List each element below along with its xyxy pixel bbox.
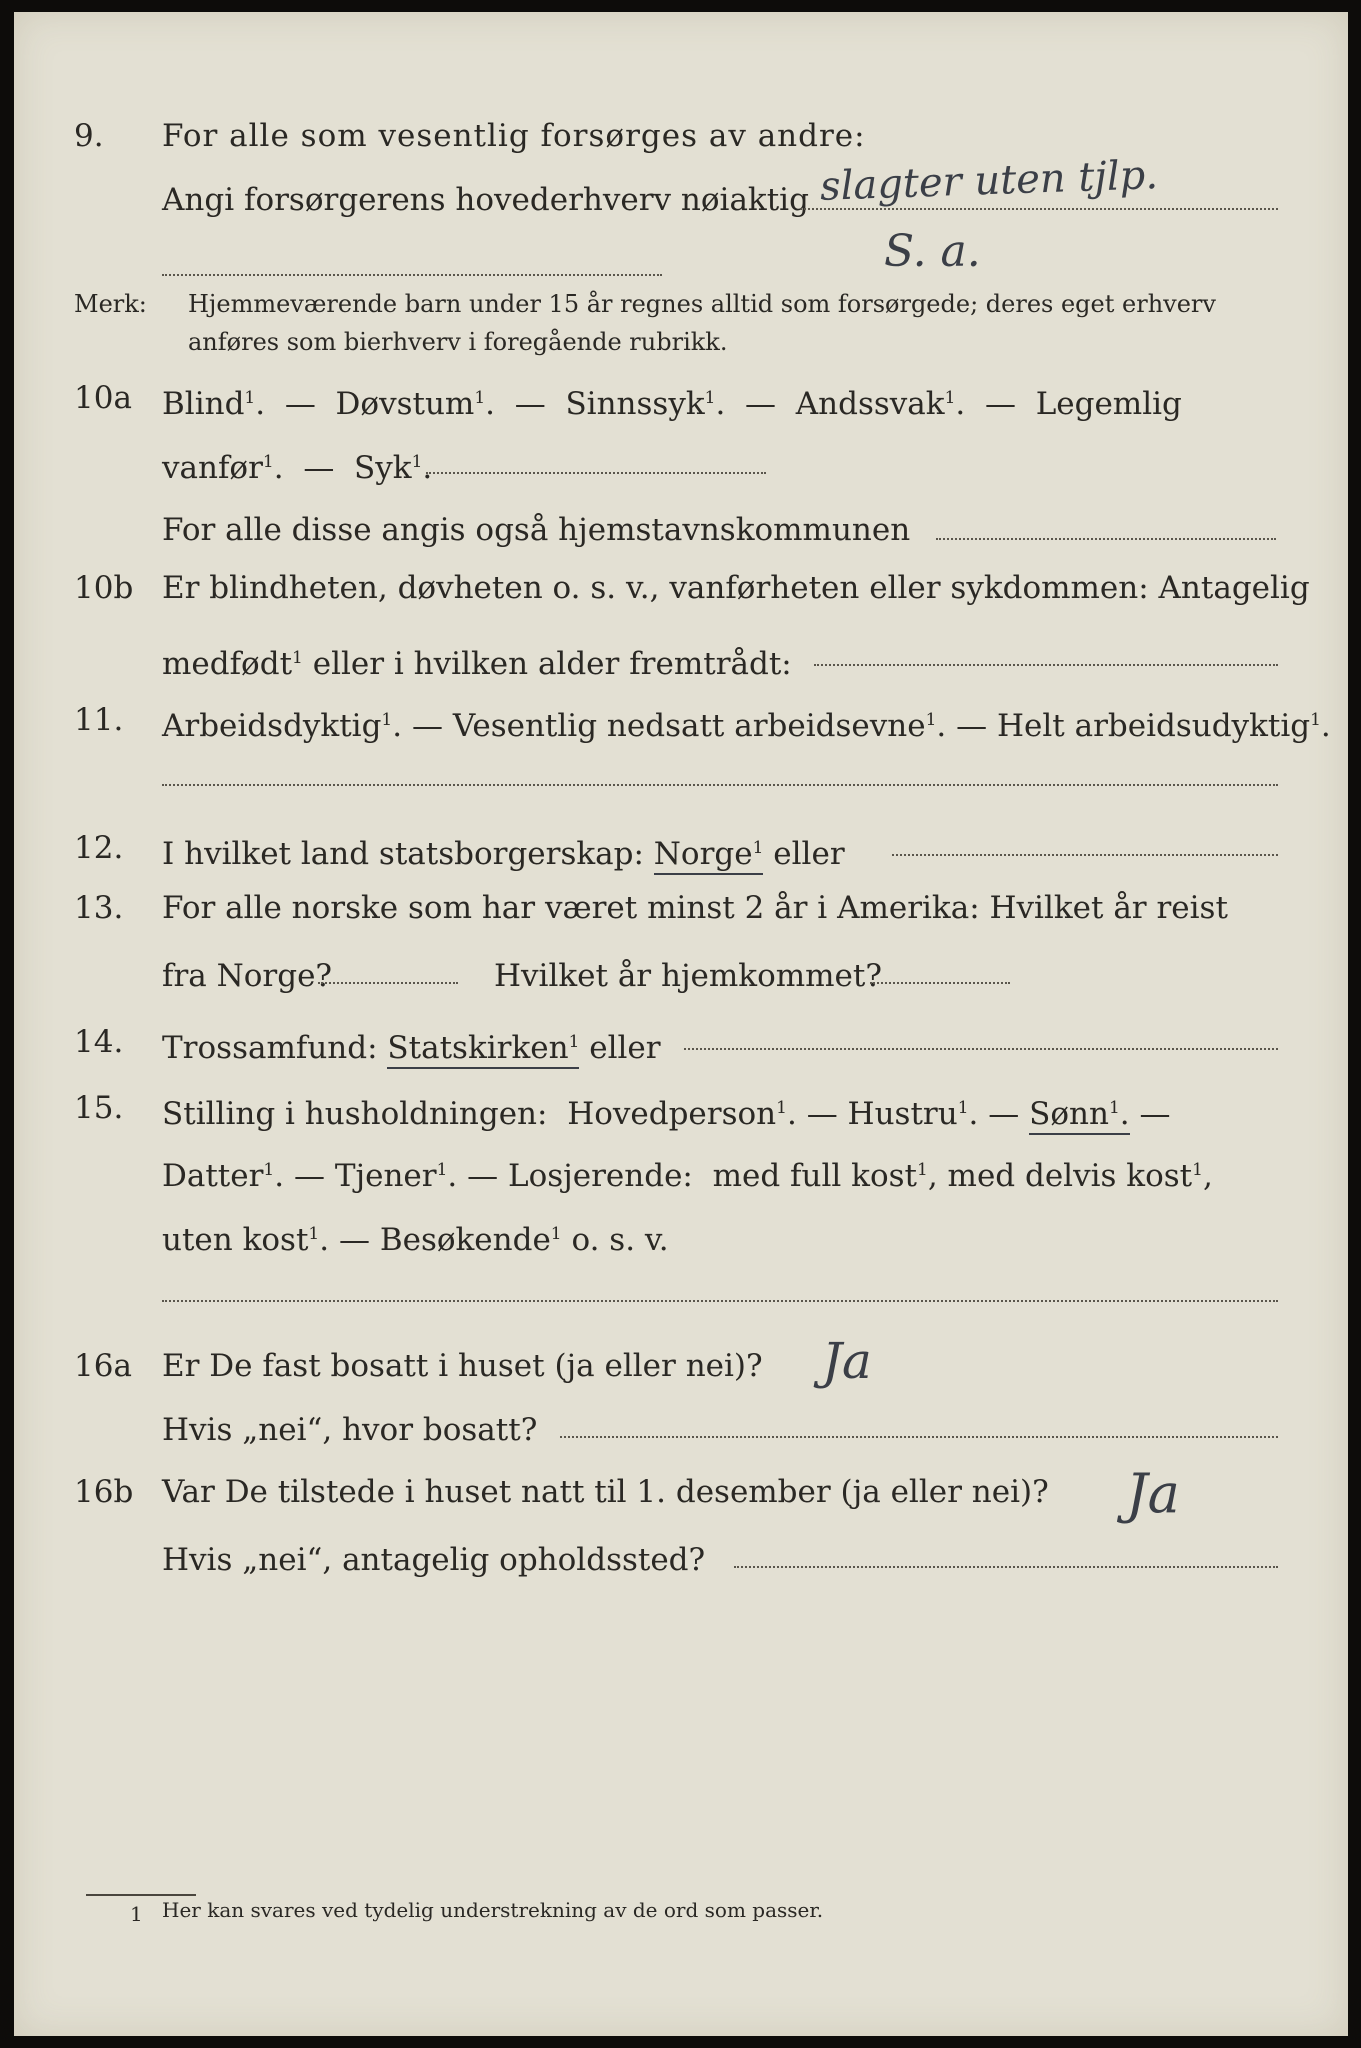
q16b-text1: Var De tilstede i huset natt til 1. desember (ja eller nei)? (162, 1474, 1049, 1510)
q10a-options2: vanfør$^1$. — Syk$^1$. (162, 450, 433, 486)
note-label: Merk: (74, 290, 147, 318)
q13-text2b: Hvilket år hjemkommet? (494, 958, 882, 994)
footnote-mark: 1 (130, 1902, 143, 1926)
q9-answer2: S. a. (884, 226, 981, 277)
q15-answer-line (162, 1300, 1278, 1302)
note-line1: Hjemmeværende barn under 15 år regnes alltid som forsørgede; deres eget erhverv (188, 290, 1216, 318)
q14-text: Trossamfund: Statskirken$^1$ eller (162, 1022, 661, 1068)
q10b-text2: medfødt$^1$ eller i hvilken alder fremtrådt: (162, 646, 792, 682)
q14-number: 14. (74, 1024, 124, 1060)
q12-text: I hvilket land statsborgerskap: Norge$^1$ eller (162, 828, 845, 874)
q10a-blind: Blind (162, 386, 245, 422)
q10a-hjemstavn-line (936, 538, 1276, 540)
q16a-text1: Er De fast bosatt i huset (ja eller nei)? (162, 1348, 763, 1384)
q13-reist-line (318, 982, 458, 984)
q16b-answer: Ja (1126, 1462, 1180, 1525)
q12-answer-line (892, 854, 1278, 856)
q10a-vanfor: vanfør (162, 450, 263, 486)
q16a-bosatt-line (560, 1436, 1278, 1438)
q10a-number: 10a (74, 380, 132, 416)
q11-answer-line (162, 784, 1278, 786)
q14-answer-line (684, 1048, 1278, 1050)
q15-text1: Stilling i husholdningen: Hovedperson$^1$. — Hustru$^1$. — Sønn$^1$. — (162, 1088, 1171, 1134)
q10a-options1: Blind$^1$. — Døvstum$^1$. — Sinnssyk$^1$. — Andssvak$^1$. — Legemlig (162, 386, 1182, 422)
q10b-text1: Er blindheten, døvheten o. s. v., vanførheten eller sykdommen: Antagelig (162, 570, 1310, 606)
footnote-text: Her kan svares ved tydelig understrekning av de ord som passer. (162, 1898, 824, 1922)
q9-text2: Angi forsørgerens hovederhverv nøiaktig (162, 182, 809, 218)
q13-number: 13. (74, 890, 124, 926)
q12-number: 12. (74, 830, 124, 866)
q13-text2a: fra Norge? (162, 958, 333, 994)
q10a-syk: Syk (354, 450, 412, 486)
q10a-legemlig: Legemlig (1035, 386, 1182, 422)
q9-answer-line (800, 208, 1278, 210)
q11-number: 11. (74, 702, 124, 738)
q10a-hjemstavn: For alle disse angis også hjemstavnskommunen (162, 512, 911, 548)
q11-options: Arbeidsdyktig$^1$. — Vesentlig nedsatt arbeidsevne$^1$. — Helt arbeidsudyktig$^1$. (162, 708, 1331, 744)
q15-number: 15. (74, 1090, 124, 1126)
q16b-text2: Hvis „nei“, antagelig opholdssted? (162, 1542, 706, 1578)
q10a-andssvak: Andssvak (795, 386, 945, 422)
q12-norge-underlined: Norge$^1$ (654, 836, 764, 875)
q10a-sinnssyk: Sinnssyk (565, 386, 705, 422)
footnote-rule (86, 1894, 196, 1896)
q16b-number: 16b (74, 1474, 134, 1510)
q16a-answer: Ja (822, 1332, 872, 1390)
q15-text3: uten kost$^1$. — Besøkende$^1$ o. s. v. (162, 1222, 669, 1258)
q10a-dovstum: Døvstum (335, 386, 475, 422)
q13-hjemkommet-line (870, 982, 1010, 984)
q13-text1: For alle norske som har været minst 2 år i Amerika: Hvilket år reist (162, 890, 1228, 926)
q10a-syk-line (426, 472, 766, 474)
q16a-number: 16a (74, 1348, 132, 1384)
q9-answer1: slagter uten tjlp. (819, 152, 1159, 210)
q9-number: 9. (74, 118, 104, 154)
note-line2: anføres som bierhverv i foregående rubrikk. (188, 328, 728, 356)
q14-statskirken-underlined: Statskirken$^1$ (387, 1030, 579, 1069)
q16a-text2: Hvis „nei“, hvor bosatt? (162, 1412, 538, 1448)
q15-text2: Datter$^1$. — Tjener$^1$. — Losjerende: med full kost$^1$, med delvis kost$^1$, (162, 1158, 1213, 1194)
q15-sonn-underlined: Sønn$^1$. (1029, 1096, 1130, 1135)
q9-text1: For alle som vesentlig forsørges av andre: (162, 118, 866, 154)
q10b-answer-line (814, 664, 1278, 666)
q9-blank-line (162, 274, 662, 276)
q10b-number: 10b (74, 570, 134, 606)
q16b-opholdssted-line (734, 1566, 1278, 1568)
